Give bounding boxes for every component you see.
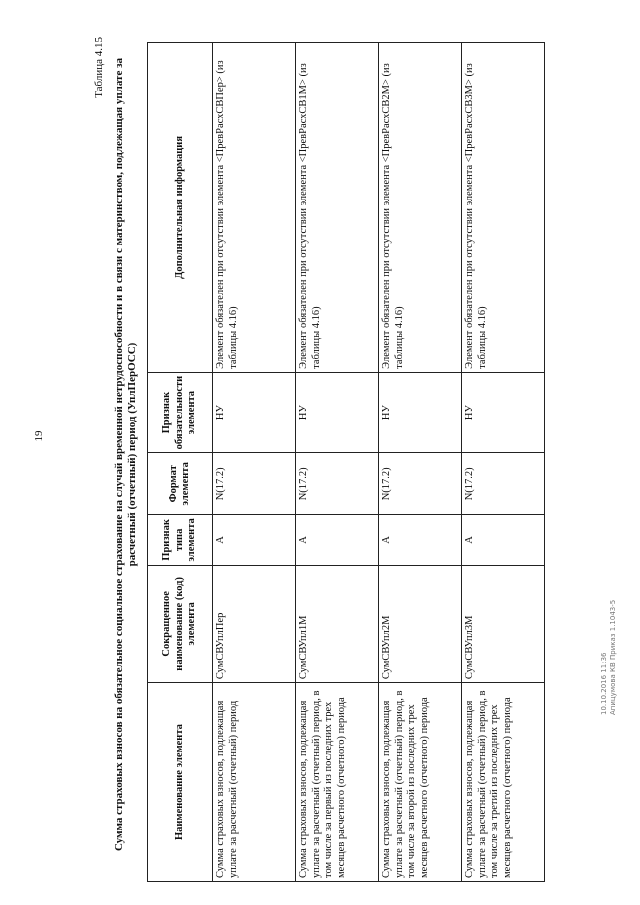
cell-type: А: [296, 515, 379, 565]
margin-note-line1: 10.10.2016 11:36: [600, 652, 608, 715]
data-table: [147, 42, 545, 882]
header-row: [148, 43, 213, 882]
table-caption: Таблица 4.15: [93, 37, 105, 98]
table-title: Сумма страховых взносов на обязательное социальное страхование на случай временной нетрудоспособности и в связи с материнством, подлежащая уплате за расчетный (отчетный) период (УплПерОСС): [113, 57, 138, 852]
table-row: [379, 43, 462, 882]
table-row: [462, 43, 545, 882]
cell-info: Элемент обязателен при отсутствии элемента <ПревРасхСВ1М> (из таблицы 4.16): [296, 43, 379, 373]
rotated-page-content: [85, 17, 513, 892]
cell-format: N(17.2): [462, 453, 545, 515]
cell-type: А: [379, 515, 462, 565]
cell-name: Сумма страховых взносов, подлежащая уплате за расчетный (отчетный) период, в том числе за третий из последних трех месяцев расчетного (отчетного) периода: [462, 683, 545, 882]
header-element-code: Сокращенное наименование (код) элемента: [148, 565, 213, 683]
cell-type: А: [462, 515, 545, 565]
margin-stamp-note: [600, 600, 618, 715]
header-element-type: Признак типа элемента: [148, 515, 213, 565]
cell-name: Сумма страховых взносов, подлежащая уплате за расчетный (отчетный) период, в том числе за второй из последних трех месяцев расчетного (отчетного) периода: [379, 683, 462, 882]
cell-required: НУ: [296, 372, 379, 453]
cell-name: Сумма страховых взносов, подлежащая уплате за расчетный (отчетный) период: [213, 683, 296, 882]
cell-code: СумСВУпл3М: [462, 565, 545, 683]
cell-type: А: [213, 515, 296, 565]
table-row: [296, 43, 379, 882]
cell-format: N(17.2): [213, 453, 296, 515]
cell-required: НУ: [379, 372, 462, 453]
cell-code: СумСВУплПер: [213, 565, 296, 683]
cell-info: Элемент обязателен при отсутствии элемента <ПревРасхСВ3М> (из таблицы 4.16): [462, 43, 545, 373]
cell-required: НУ: [462, 372, 545, 453]
cell-code: СумСВУпл1М: [296, 565, 379, 683]
header-element-name: Наименование элемента: [148, 683, 213, 882]
page-number: 19: [33, 430, 45, 442]
cell-info: Элемент обязателен при отсутствии элемента <ПревРасхСВПер> (из таблицы 4.16): [213, 43, 296, 373]
cell-format: N(17.2): [379, 453, 462, 515]
cell-code: СумСВУпл2М: [379, 565, 462, 683]
cell-required: НУ: [213, 372, 296, 453]
cell-name: Сумма страховых взносов, подлежащая уплате за расчетный (отчетный) период, в том числе за первый из последних трех месяцев расчетного (отчетного) периода: [296, 683, 379, 882]
header-additional-info: Дополнительная информация: [148, 43, 213, 373]
cell-info: Элемент обязателен при отсутствии элемента <ПревРасхСВ2М> (из таблицы 4.16): [379, 43, 462, 373]
header-element-required: Признак обязательности элемента: [148, 372, 213, 453]
margin-note-line2: Апицумова КВ Приказ 1.1043-5: [609, 599, 617, 715]
header-element-format: Формат элемента: [148, 453, 213, 515]
cell-format: N(17.2): [296, 453, 379, 515]
table-row: [213, 43, 296, 882]
